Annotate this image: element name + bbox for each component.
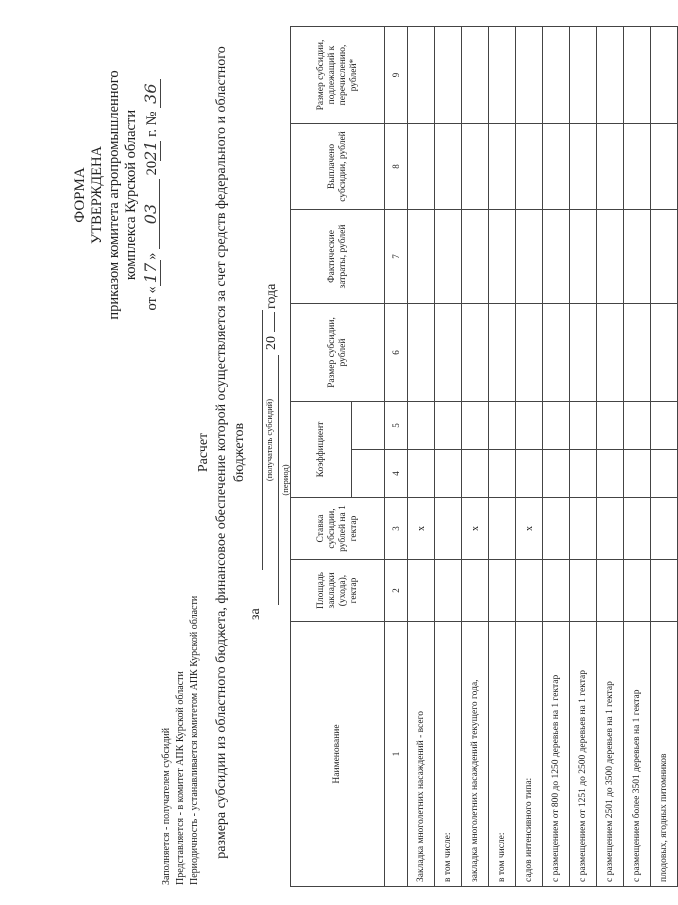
col-header-subsidy: Размер субсидии, рублей: [291, 304, 385, 402]
table-row: [489, 27, 516, 887]
order-number: 36: [141, 80, 161, 108]
cell-paid: [435, 124, 462, 210]
row-name: в том числе:: [489, 622, 516, 887]
cell-paid: [462, 124, 489, 210]
period-prefix: за: [248, 608, 263, 620]
approved-label: УТВЕРЖДЕНА: [89, 146, 105, 244]
cell-area: [624, 560, 651, 622]
cell-paid: [489, 124, 516, 210]
cell-rate: х: [462, 498, 489, 560]
cell-coef-b: [543, 402, 570, 450]
cell-rate: х: [516, 498, 543, 560]
cell-coef-a: [597, 450, 624, 498]
col-header-due: Размер субсидии, подлежащий к перечислению, рублей*: [291, 27, 385, 124]
cell-coef-a: [435, 450, 462, 498]
date-quote: »: [144, 252, 160, 260]
cell-coef-a: [516, 450, 543, 498]
cell-rate: [435, 498, 462, 560]
col-number: 3: [385, 498, 408, 560]
cell-coef-a: [462, 450, 489, 498]
cell-due: [597, 27, 624, 124]
side-note-periodicity: Периодичность - устанавливается комитетом АПК Курской области: [189, 595, 200, 885]
cell-area: [651, 560, 678, 622]
cell-area: [408, 560, 435, 622]
table-row: [462, 27, 489, 887]
calculation-table: [290, 26, 678, 887]
doc-subtitle-2: бюджетов: [232, 422, 247, 483]
row-name: в том числе:: [435, 622, 462, 887]
cell-due: [516, 27, 543, 124]
col-header-rate: Ставка субсидии, рублей на 1 гектар: [291, 498, 385, 560]
cell-coef-b: [570, 402, 597, 450]
column-number-row: [385, 27, 408, 887]
cell-coef-b: [624, 402, 651, 450]
cell-area: [570, 560, 597, 622]
col-header-paid: Выплачено субсидии, рублей: [291, 124, 385, 210]
cell-subsidy: [570, 304, 597, 402]
cell-due: [462, 27, 489, 124]
approval-order-line1: приказом комитета агропромышленного: [106, 70, 122, 320]
period-year-suffix: года: [264, 283, 279, 309]
cell-subsidy: [462, 304, 489, 402]
cell-actual: [435, 210, 462, 304]
col-number: 2: [385, 560, 408, 622]
side-note-submitted-to: Представляется - в комитет АПК Курской области: [175, 671, 186, 885]
cell-coef-a: [489, 450, 516, 498]
cell-coef-a: [543, 450, 570, 498]
cell-subsidy: [408, 304, 435, 402]
row-name: с размещением более 3501 деревьев на 1 гектар: [624, 622, 651, 887]
cell-coef-b: [489, 402, 516, 450]
cell-coef-b: [408, 402, 435, 450]
cell-due: [408, 27, 435, 124]
date-prefix: от «: [144, 286, 160, 311]
table-row: [543, 27, 570, 887]
cell-rate: [570, 498, 597, 560]
cell-actual: [597, 210, 624, 304]
cell-due: [624, 27, 651, 124]
cell-coef-b: [597, 402, 624, 450]
row-name: закладка многолетних насаждений текущего года,: [462, 622, 489, 887]
col-number: 8: [385, 124, 408, 210]
cell-area: [516, 560, 543, 622]
cell-actual: [462, 210, 489, 304]
cell-due: [435, 27, 462, 124]
cell-rate: [489, 498, 516, 560]
row-name: с размещением от 800 до 1250 деревьев на 1 гектар: [543, 622, 570, 887]
cell-area: [543, 560, 570, 622]
doc-title: Расчет: [196, 432, 211, 473]
header-row: [291, 27, 352, 887]
cell-due: [489, 27, 516, 124]
row-name: садов интенсивного типа:: [516, 622, 543, 887]
cell-paid: [624, 124, 651, 210]
cell-actual: [570, 210, 597, 304]
table-row: [570, 27, 597, 887]
col-header-name: Наименование: [291, 622, 385, 887]
cell-paid: [570, 124, 597, 210]
date-month: 03: [142, 179, 160, 249]
cell-subsidy: [489, 304, 516, 402]
col-number: 7: [385, 210, 408, 304]
col-number: 1: [385, 622, 408, 887]
table-row: [516, 27, 543, 887]
cell-area: [462, 560, 489, 622]
cell-subsidy: [543, 304, 570, 402]
cell-actual: [651, 210, 678, 304]
cell-paid: [408, 124, 435, 210]
period-line: [278, 355, 279, 605]
cell-paid: [516, 124, 543, 210]
cell-rate: [651, 498, 678, 560]
cell-coef-a: [651, 450, 678, 498]
table-row: [408, 27, 435, 887]
recipient-caption: (получатель субсидий): [264, 398, 274, 482]
approval-date-line: [142, 45, 161, 345]
cell-actual: [543, 210, 570, 304]
table-row: [597, 27, 624, 887]
row-name: с размещением от 1251 до 2500 деревьев на 1 гектар: [570, 622, 597, 887]
cell-due: [570, 27, 597, 124]
doc-subtitle: размера субсидии из областного бюджета, финансовое обеспечение которой осуществляется за счет средств федерального и областного: [214, 46, 229, 859]
cell-paid: [597, 124, 624, 210]
cell-actual: [624, 210, 651, 304]
period-caption: (период): [280, 464, 290, 496]
col-header-coef-a: [352, 450, 385, 498]
col-number: 4: [385, 450, 408, 498]
col-header-coef: Коэффициент: [291, 402, 352, 498]
date-day: 17: [141, 260, 161, 286]
cell-coef-b: [516, 402, 543, 450]
col-number: 6: [385, 304, 408, 402]
col-number: 9: [385, 27, 408, 124]
year-prefix: 20: [144, 160, 160, 176]
col-header-area: Площадь закладки (ухода), гектар: [291, 560, 385, 622]
cell-area: [489, 560, 516, 622]
cell-actual: [408, 210, 435, 304]
cell-coef-a: [408, 450, 435, 498]
cell-due: [651, 27, 678, 124]
cell-due: [543, 27, 570, 124]
col-header-actual: Фактические затраты, рублей: [291, 210, 385, 304]
cell-area: [597, 560, 624, 622]
cell-coef-a: [624, 450, 651, 498]
table-row: [435, 27, 462, 887]
year-hand: 21: [141, 140, 160, 161]
cell-coef-b: [435, 402, 462, 450]
cell-actual: [516, 210, 543, 304]
side-note-filled-by: Заполняется - получателем субсидий: [161, 727, 172, 885]
period-year-blank: [274, 313, 275, 333]
approval-block: [72, 45, 161, 345]
col-number: 5: [385, 402, 408, 450]
order-number-label: г. №: [144, 111, 160, 137]
recipient-line: [262, 310, 263, 570]
cell-rate: [624, 498, 651, 560]
cell-subsidy: [597, 304, 624, 402]
table-row: [624, 27, 651, 887]
cell-paid: [651, 124, 678, 210]
cell-coef-b: [462, 402, 489, 450]
form-label: ФОРМА: [72, 167, 88, 223]
cell-coef-a: [570, 450, 597, 498]
row-name: с размещением 2501 до 3500 деревьев на 1 гектар: [597, 622, 624, 887]
approval-order-line2: комплекса Курской области: [123, 109, 139, 281]
cell-area: [435, 560, 462, 622]
cell-coef-b: [651, 402, 678, 450]
cell-actual: [489, 210, 516, 304]
cell-rate: х: [408, 498, 435, 560]
table-row: [651, 27, 678, 887]
cell-paid: [543, 124, 570, 210]
col-header-coef-b: [352, 402, 385, 450]
row-name: Закладка многолетних насаждений - всего: [408, 622, 435, 887]
cell-rate: [543, 498, 570, 560]
period-year: [264, 284, 280, 350]
period-year-prefix: 20: [264, 336, 279, 350]
cell-subsidy: [624, 304, 651, 402]
cell-subsidy: [651, 304, 678, 402]
cell-subsidy: [435, 304, 462, 402]
cell-subsidy: [516, 304, 543, 402]
row-name: плодовых, ягодных питомников: [651, 622, 678, 887]
cell-rate: [597, 498, 624, 560]
